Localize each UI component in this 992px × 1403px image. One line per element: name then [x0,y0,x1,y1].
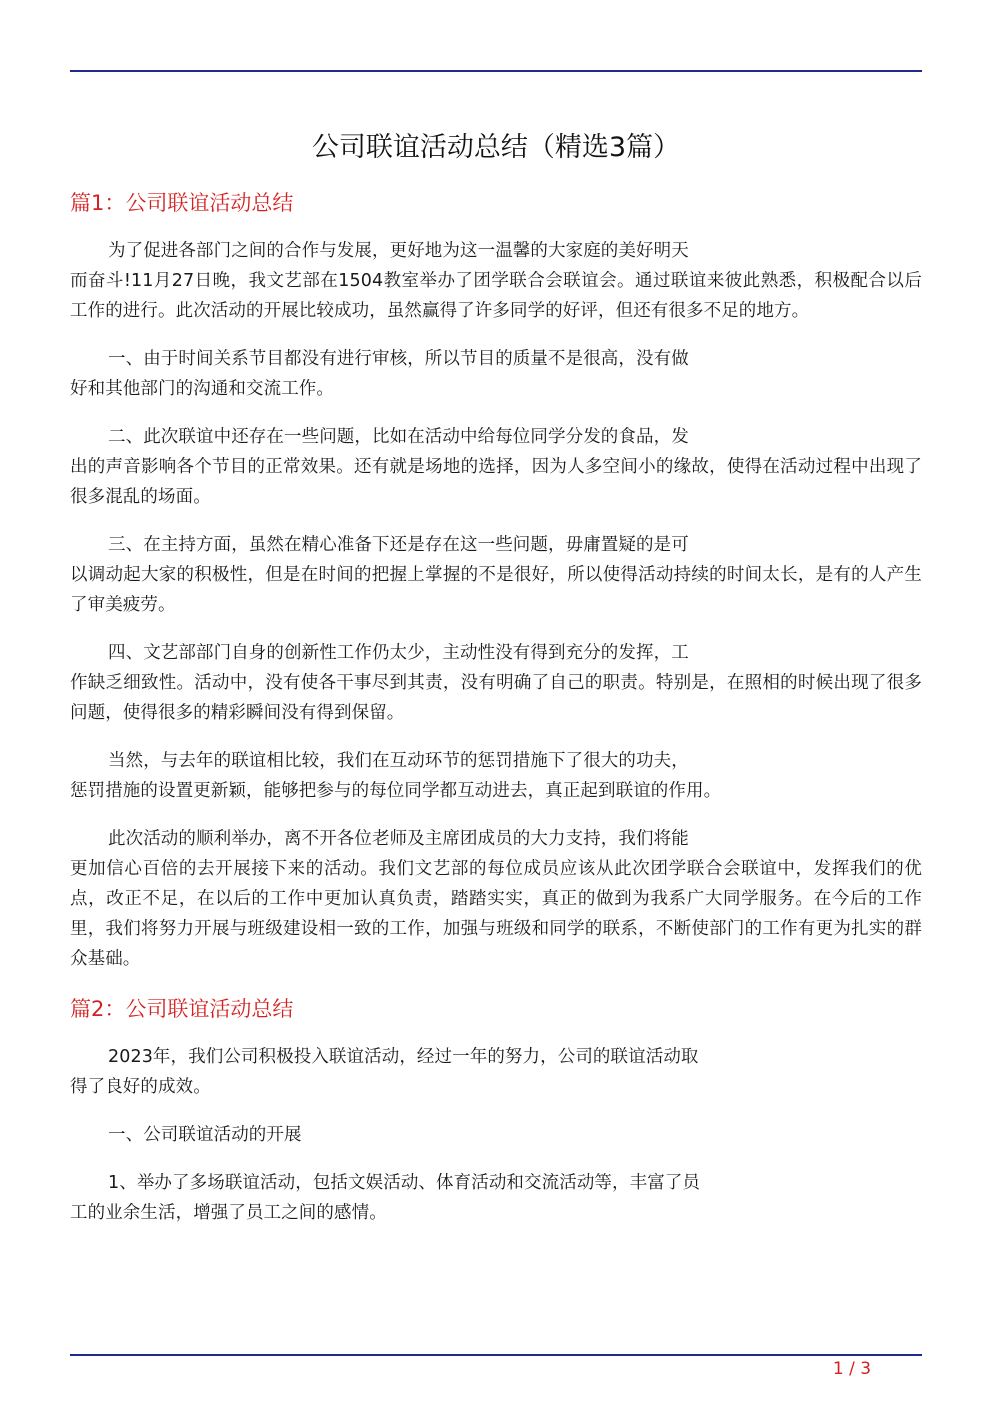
paragraph-first-line: 一、公司联谊活动的开展 [108,1125,302,1145]
paragraph [70,530,922,620]
paragraph-first-line: 三、在主持方面，虽然在精心准备下还是存在这一些问题，毋庸置疑的是可 [108,535,689,555]
paragraph [70,1168,922,1228]
section-1 [70,186,922,974]
section-heading: 篇1：公司联谊活动总结 [70,191,294,215]
document-title: 公司联谊活动总结（精选3篇） [311,132,681,163]
paragraph [70,1042,922,1102]
paragraph [70,422,922,512]
paragraph-body: 更加信心百倍的去开展接下来的活动。我们文艺部的每位成员应该从此次团学联合会联谊中，发挥我们的优点，改正不足，在以后的工作中更加认真负责，踏踏实实，真正的做到为我系广大同学服务。在今后的工作里，我们将努力开展与班级建设相一致的工作，加强与班级和同学的联系，不断使部门的工作有更为扎实的群众基础。 [70,859,922,969]
paragraph-first-line: 二、此次联谊中还存在一些问题，比如在活动中给每位同学分发的食品，发 [108,427,689,447]
paragraph [70,746,922,806]
section-heading: 篇2：公司联谊活动总结 [70,997,294,1021]
paragraph-body: 出的声音影响各个节目的正常效果。还有就是场地的选择，因为人多空间小的缘故，使得在活动过程中出现了很多混乱的场面。 [70,457,922,507]
paragraph [70,638,922,728]
paragraph-body: 工的业余生活，增强了员工之间的感情。 [70,1203,387,1223]
footer-rule [70,1354,922,1356]
paragraph [70,236,922,326]
paragraph-first-line: 四、文艺部部门自身的创新性工作仍太少，主动性没有得到充分的发挥，工 [108,643,689,663]
paragraph-body: 惩罚措施的设置更新颖，能够把参与的每位同学都互动进去，真正起到联谊的作用。 [70,781,722,801]
paragraph-first-line: 当然，与去年的联谊相比较，我们在互动环节的惩罚措施下了很大的功夫， [108,751,689,771]
page-number: 1 / 3 [832,1359,872,1379]
paragraph-first-line: 为了促进各部门之间的合作与发展，更好地为这一温馨的大家庭的美好明天 [108,241,689,261]
paragraph-body: 作缺乏细致性。活动中，没有使各干事尽到其责，没有明确了自己的职责。特别是，在照相的时候出现了很多问题，使得很多的精彩瞬间没有得到保留。 [70,673,922,723]
paragraph [70,344,922,404]
paragraph-first-line: 此次活动的顺利举办，离不开各位老师及主席团成员的大力支持，我们将能 [108,829,689,849]
paragraph-body: 而奋斗!11月27日晚，我文艺部在1504教室举办了团学联合会联谊会。通过联谊来彼此熟悉，积极配合以后工作的进行。此次活动的开展比较成功，虽然赢得了许多同学的好评，但还有很多不足的地方。 [70,271,922,321]
paragraph [70,1120,922,1150]
paragraph-first-line: 1、举办了多场联谊活动，包括文娱活动、体育活动和交流活动等，丰富了员 [108,1173,701,1193]
paragraph-body: 以调动起大家的积极性，但是在时间的把握上掌握的不是很好，所以使得活动持续的时间太长，是有的人产生了审美疲劳。 [70,565,922,615]
document-body [70,186,922,1246]
paragraph [70,824,922,974]
paragraph-first-line: 2023年，我们公司积极投入联谊活动，经过一年的努力，公司的联谊活动取 [108,1047,699,1067]
header-rule [70,70,922,72]
paragraph-body: 得了良好的成效。 [70,1077,211,1097]
section-2 [70,992,922,1228]
paragraph-body: 好和其他部门的沟通和交流工作。 [70,379,334,399]
paragraph-first-line: 一、由于时间关系节目都没有进行审核，所以节目的质量不是很高，没有做 [108,349,689,369]
